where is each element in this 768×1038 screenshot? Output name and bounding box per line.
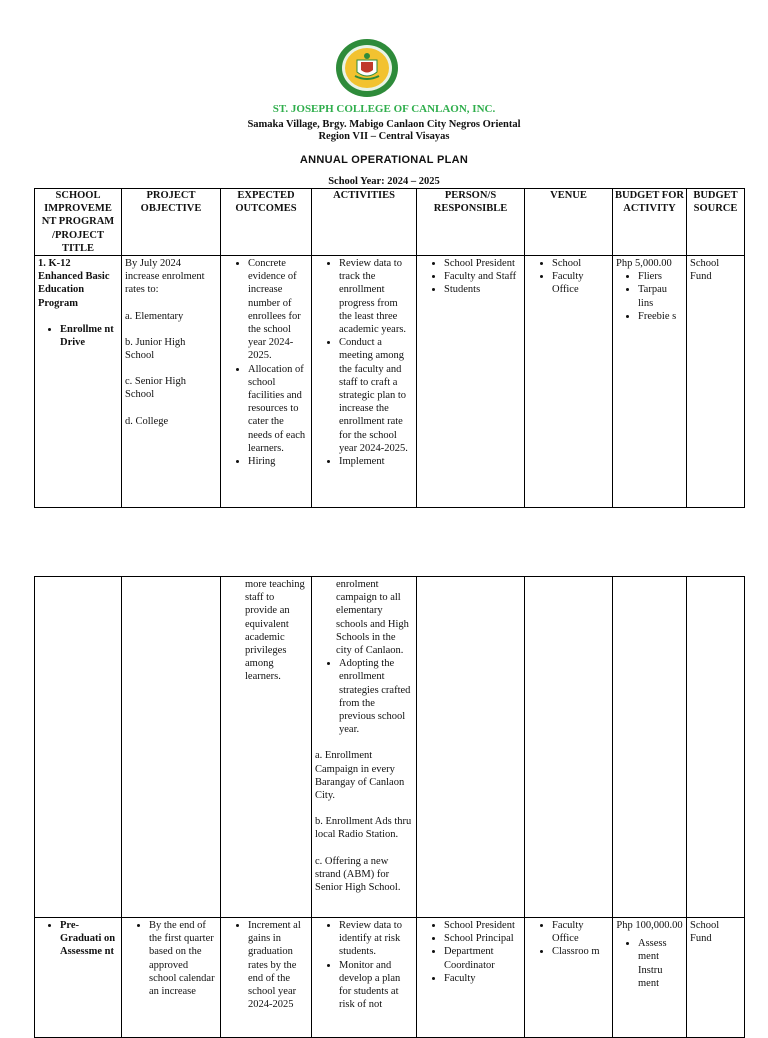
activities-cell [312, 918, 417, 1038]
list-item: • School [552, 257, 609, 270]
operational-plan-table-page2 [34, 576, 745, 1038]
persons-cell [417, 918, 525, 1038]
list-item: • Fliers [638, 270, 683, 283]
list-item: • Hiring [248, 455, 308, 468]
source-cell: School Fund [687, 256, 745, 508]
school-region: Region VII – Central Visayas [318, 131, 450, 142]
document-title: ANNUAL OPERATIONAL PLAN [299, 154, 469, 166]
list-item: • Monitor and develop a plan for students at risk of not [339, 959, 413, 1012]
list-item: • Faculty Office [552, 919, 609, 945]
objective-item: c. Senior High School [125, 376, 186, 401]
list-item: • Assess ment Instru ment [638, 937, 683, 990]
header-source: BUDGET SOURCE [687, 189, 745, 256]
table-header-row [35, 189, 745, 256]
header-outcomes: EXPECTED OUTCOMES [221, 189, 312, 256]
list-item: • School President [444, 919, 521, 932]
list-item: • Conduct a meeting among the faculty and staff to craft a strategic plan to increase the enrollment rate for the school year 2024-2025. [339, 336, 413, 455]
header-objective: PROJECT OBJECTIVE [122, 189, 221, 256]
list-item: • Concrete evidence of increase number of enrollees for the school year 2024-2025. [248, 257, 308, 363]
activities-subitem: a. Enrollment Campaign in every Barangay of Canlaon City. [315, 750, 405, 802]
list-item: • Faculty Office [552, 270, 609, 296]
list-item: • School Principal [444, 932, 521, 945]
list-item: • Faculty and Staff [444, 270, 521, 283]
table-row [35, 577, 745, 918]
program-subtitle: • Enrollme nt Drive [60, 323, 118, 349]
header-persons: PERSON/S RESPONSIBLE [417, 189, 525, 256]
program-title: 1. K-12 Enhanced Basic Education Program [38, 258, 110, 309]
list-item: • School President [444, 257, 521, 270]
list-item: • Tarpau lins [638, 283, 683, 309]
program-cell [35, 256, 122, 508]
objective-item: b. Junior High School [125, 336, 186, 362]
list-item: • Implement [339, 455, 413, 468]
budget-cell [613, 256, 687, 508]
header-activities: ACTIVITIES [312, 189, 417, 256]
header-budget: BUDGET FOR ACTIVITY [613, 189, 687, 256]
activities-cell [312, 256, 417, 508]
list-item: • Review data to track the enrollment progress from the least three academic years. [339, 257, 413, 336]
outcomes-cell [221, 577, 312, 918]
persons-cell [417, 256, 525, 508]
outcomes-continued: more teaching staff to provide an equivalent academic privileges among learners. [245, 579, 305, 683]
list-item: • Adopting the enrollment strategies crafted from the previous school year. [339, 657, 413, 736]
list-item: • Increment al gains in graduation rates by the end of the school year 2024-2025 [248, 919, 308, 1011]
objective-intro: By July 2024 increase enrolment rates to: [125, 258, 205, 296]
objective-item: a. Elementary [125, 310, 184, 322]
table-row [35, 256, 745, 508]
venue-cell [525, 256, 613, 508]
objective-cell [122, 256, 221, 508]
list-item: • By the end of the first quarter based on the approved school calendar an increase [149, 919, 217, 998]
budget-cell [613, 918, 687, 1038]
activities-subitem: c. Offering a new strand (ABM) for Senior High School. [315, 855, 401, 894]
list-item: • Review data to identify at risk students. [339, 919, 413, 959]
budget-amount: Php 5,000.00 [616, 258, 672, 270]
school-seal-logo [335, 38, 399, 98]
list-item: • Students [444, 283, 521, 296]
program-cell [35, 918, 122, 1038]
list-item: • Department Coordinator [444, 945, 521, 971]
activities-continued: enrolment campaign to all elementary schools and High Schools in the city of Canlaon. [336, 579, 409, 657]
outcomes-cell [221, 918, 312, 1038]
school-address: Samaka Village, Brgy. Mabigo Canlaon City Negros Oriental [247, 119, 521, 130]
operational-plan-table-page1 [34, 188, 745, 508]
list-item: • Classroo m [552, 945, 609, 958]
header-program: SCHOOL IMPROVEME NT PROGRAM /PROJECT TITLE [35, 189, 122, 256]
activities-subitem: b. Enrollment Ads thru local Radio Station. [315, 816, 412, 841]
objective-item: d. College [125, 415, 169, 427]
budget-amount: Php 100,000.00 [616, 920, 683, 931]
source-cell: School Fund [687, 918, 745, 1038]
list-item: • Freebie s [638, 310, 683, 323]
venue-cell [525, 918, 613, 1038]
activities-cell [312, 577, 417, 918]
table-row [35, 918, 745, 1038]
school-year: School Year: 2024 – 2025 [328, 176, 440, 187]
list-item: • Allocation of school facilities and resources to cater the needs of each learners. [248, 363, 308, 455]
school-name: ST. JOSEPH COLLEGE OF CANLAON, INC. [272, 103, 496, 115]
outcomes-cell [221, 256, 312, 508]
objective-cell [122, 918, 221, 1038]
header-venue: VENUE [525, 189, 613, 256]
list-item: • Faculty [444, 972, 521, 985]
program-subtitle: • Pre-Graduati on Assessme nt [60, 919, 118, 959]
